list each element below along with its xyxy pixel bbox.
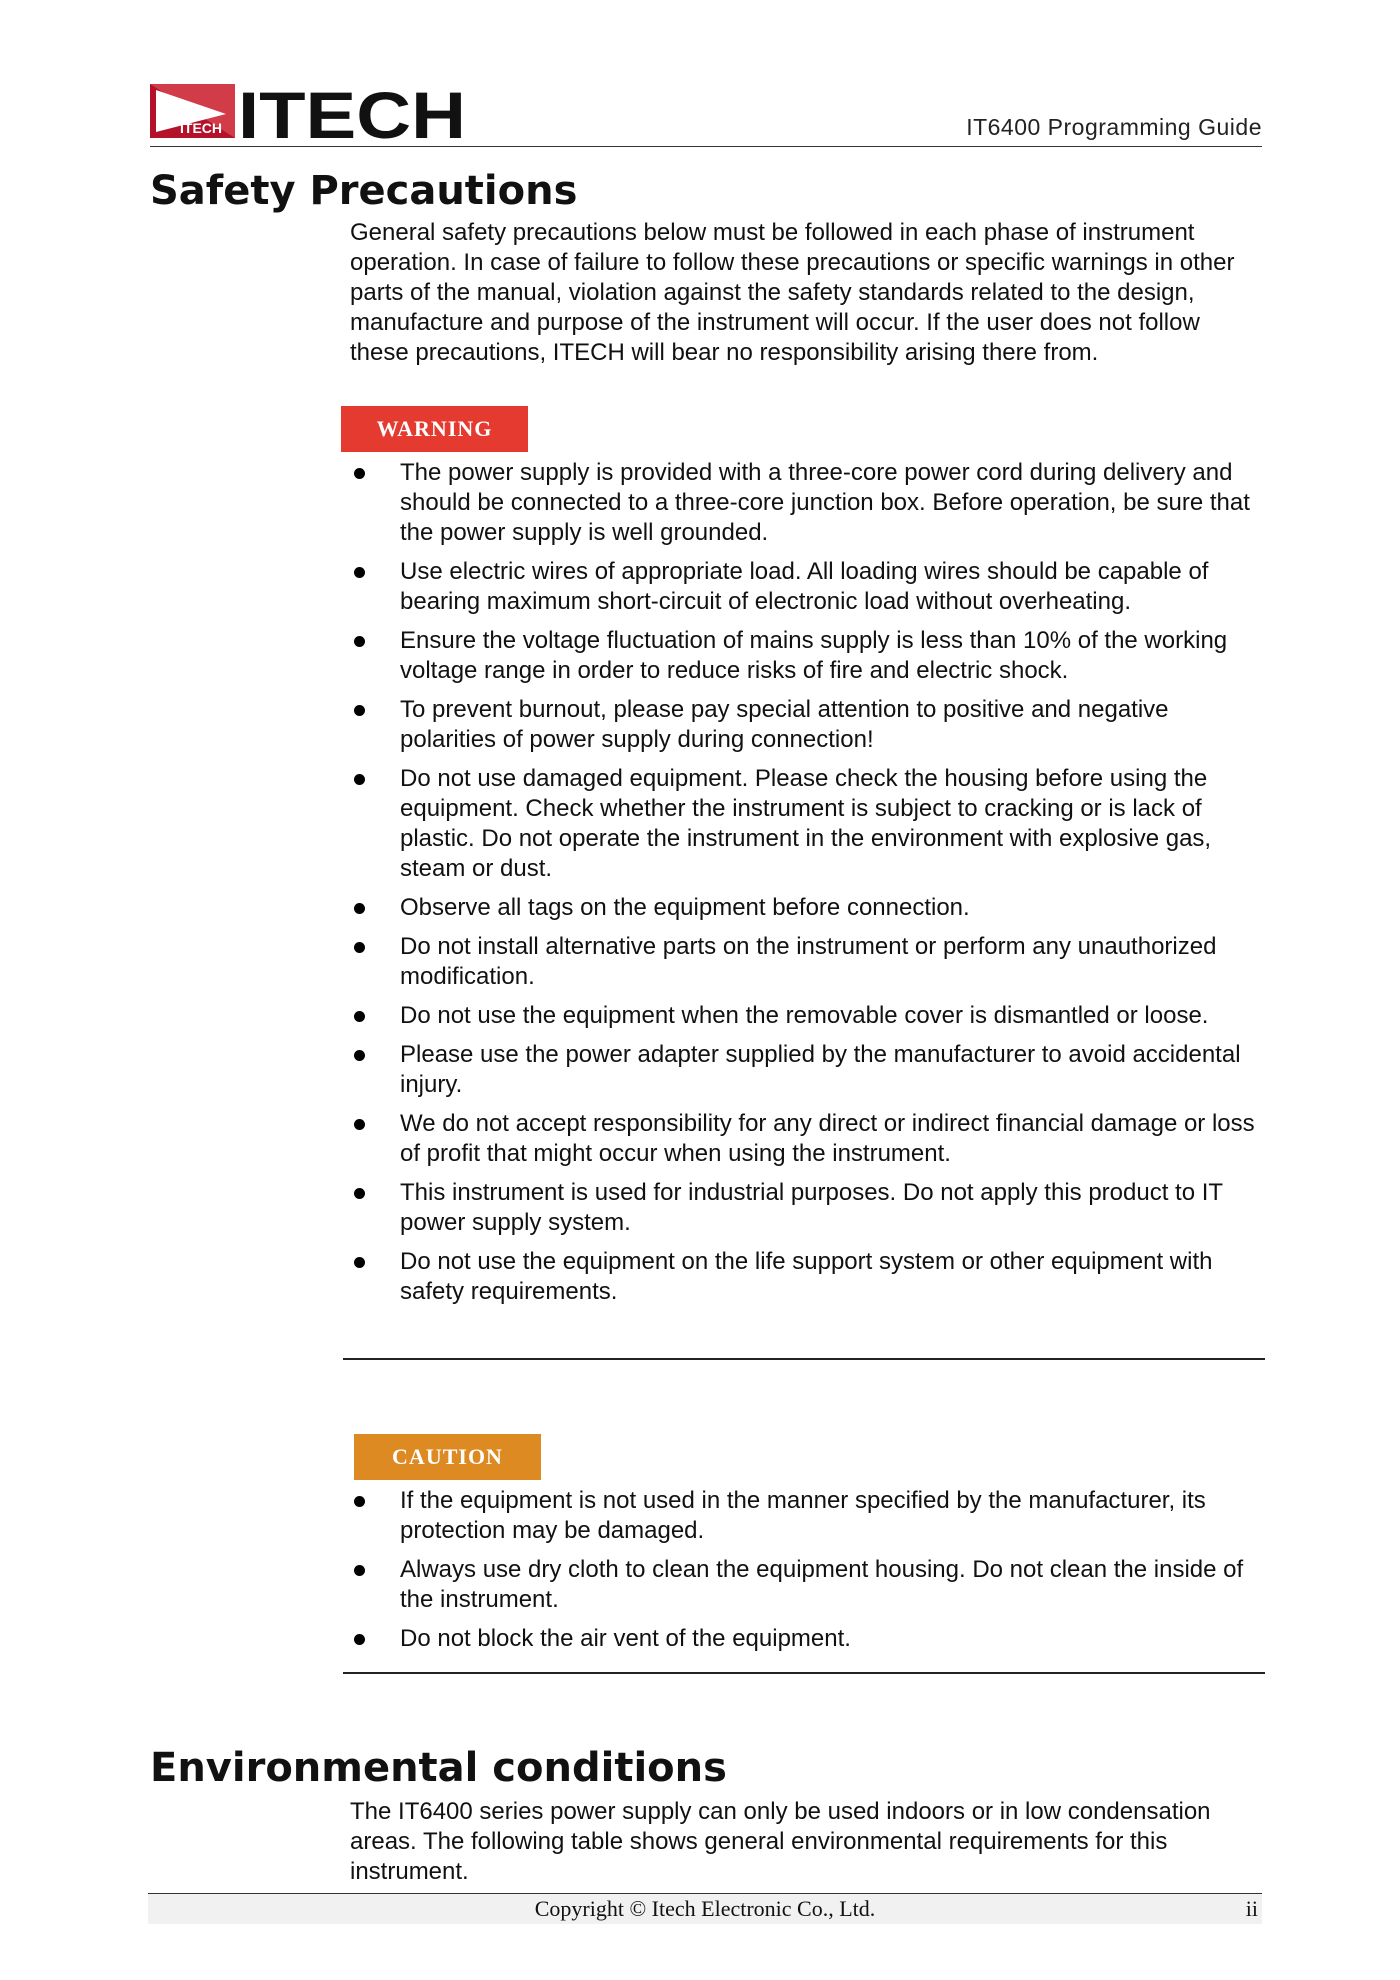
warning-item [350, 1001, 1265, 1031]
caution-item-text: Do not block the air vent of the equipment. [400, 1625, 851, 1652]
warning-item-text: Ensure the voltage fluctuation of mains supply is less than 10% of the working voltage range in order to reduce risks of fire and electric shock. [400, 627, 1228, 684]
warning-item-text: Please use the power adapter supplied by the manufacturer to avoid accidental injury. [400, 1041, 1241, 1098]
warning-item [350, 764, 1265, 884]
warning-label: WARNING [341, 406, 528, 452]
warning-item [350, 893, 1265, 923]
caution-list [350, 1486, 1265, 1663]
environment-intro: The IT6400 series power supply can only be used indoors or in low condensation areas. The following table shows general environmental requirements for this instrument. [350, 1798, 1211, 1885]
bullet-icon [354, 1496, 365, 1507]
section-title-environment: Environmental conditions [150, 1745, 727, 1791]
warning-item [350, 626, 1265, 686]
section-title-safety: Safety Precautions [150, 168, 578, 214]
bullet-icon [354, 1050, 365, 1061]
bullet-icon [354, 636, 365, 647]
warning-item-text: Do not use the equipment on the life support system or other equipment with safety requirements. [400, 1248, 1213, 1305]
warning-item [350, 1109, 1265, 1169]
warning-item-text: Use electric wires of appropriate load. All loading wires should be capable of bearing maximum short-circuit of electronic load without overheating. [400, 558, 1209, 615]
caution-item-text: If the equipment is not used in the manner specified by the manufacturer, its protection may be damaged. [400, 1487, 1206, 1544]
logo-text: ITECH [238, 80, 466, 142]
warning-divider [343, 1358, 1265, 1360]
document-title: IT6400 Programming Guide [966, 114, 1262, 140]
warning-item-text: This instrument is used for industrial purposes. Do not apply this product to IT power supply system. [400, 1179, 1223, 1236]
warning-item-text: To prevent burnout, please pay special attention to positive and negative polarities of power supply during connection! [400, 696, 1169, 753]
logo-small-text: ITECH [180, 120, 222, 136]
page-number: ii [1245, 1896, 1258, 1921]
warning-item-text: We do not accept responsibility for any direct or indirect financial damage or loss of profit that might occur when using the instrument. [400, 1110, 1255, 1167]
warning-item [350, 1247, 1265, 1307]
bullet-icon [354, 1188, 365, 1199]
warning-item [350, 1040, 1265, 1100]
caution-item-text: Always use dry cloth to clean the equipment housing. Do not clean the inside of the instrument. [400, 1556, 1244, 1613]
warning-item [350, 695, 1265, 755]
warning-item [350, 1178, 1265, 1238]
bullet-icon [354, 1257, 365, 1268]
bullet-icon [354, 468, 365, 479]
page-footer [148, 1893, 1262, 1924]
copyright-text: Copyright © Itech Electronic Co., Ltd. [534, 1896, 876, 1921]
caution-item [350, 1486, 1265, 1546]
bullet-icon [354, 774, 365, 785]
caution-item [350, 1624, 1265, 1654]
warning-item-text: Do not install alternative parts on the instrument or perform any unauthorized modification. [400, 933, 1217, 990]
caution-label: CAUTION [354, 1434, 541, 1480]
header-divider [150, 146, 1262, 147]
bullet-icon [354, 942, 365, 953]
caution-divider [343, 1672, 1265, 1674]
warning-item-text: Observe all tags on the equipment before connection. [400, 894, 970, 921]
bullet-icon [354, 567, 365, 578]
bullet-icon [354, 1011, 365, 1022]
warning-item-text: Do not use the equipment when the removable cover is dismantled or loose. [400, 1002, 1209, 1029]
safety-intro: General safety precautions below must be followed in each phase of instrument operation. In case of failure to follow these precautions or specific warnings in other parts of the manual, violation against the safety standards related to the design, manufacture and purpose of the instrument will occur. If the user does not follow these precautions, ITECH will bear no responsibility arising there from. [350, 219, 1235, 366]
bullet-icon [354, 1565, 365, 1576]
warning-item [350, 932, 1265, 992]
warning-item-text: The power supply is provided with a three-core power cord during delivery and should be connected to a three-core junction box. Before operation, be sure that the power supply is well grounded. [400, 459, 1250, 546]
warning-item [350, 458, 1265, 548]
itech-logo [150, 80, 470, 142]
bullet-icon [354, 1634, 365, 1645]
bullet-icon [354, 705, 365, 716]
warning-item-text: Do not use damaged equipment. Please check the housing before using the equipment. Check whether the instrument is subject to cracking or is lack of plastic. Do not operate the instrument in the environment with explosive gas, steam or dust. [400, 765, 1212, 882]
bullet-icon [354, 903, 365, 914]
warning-list [350, 458, 1265, 1316]
caution-item [350, 1555, 1265, 1615]
bullet-icon [354, 1119, 365, 1130]
warning-item [350, 557, 1265, 617]
